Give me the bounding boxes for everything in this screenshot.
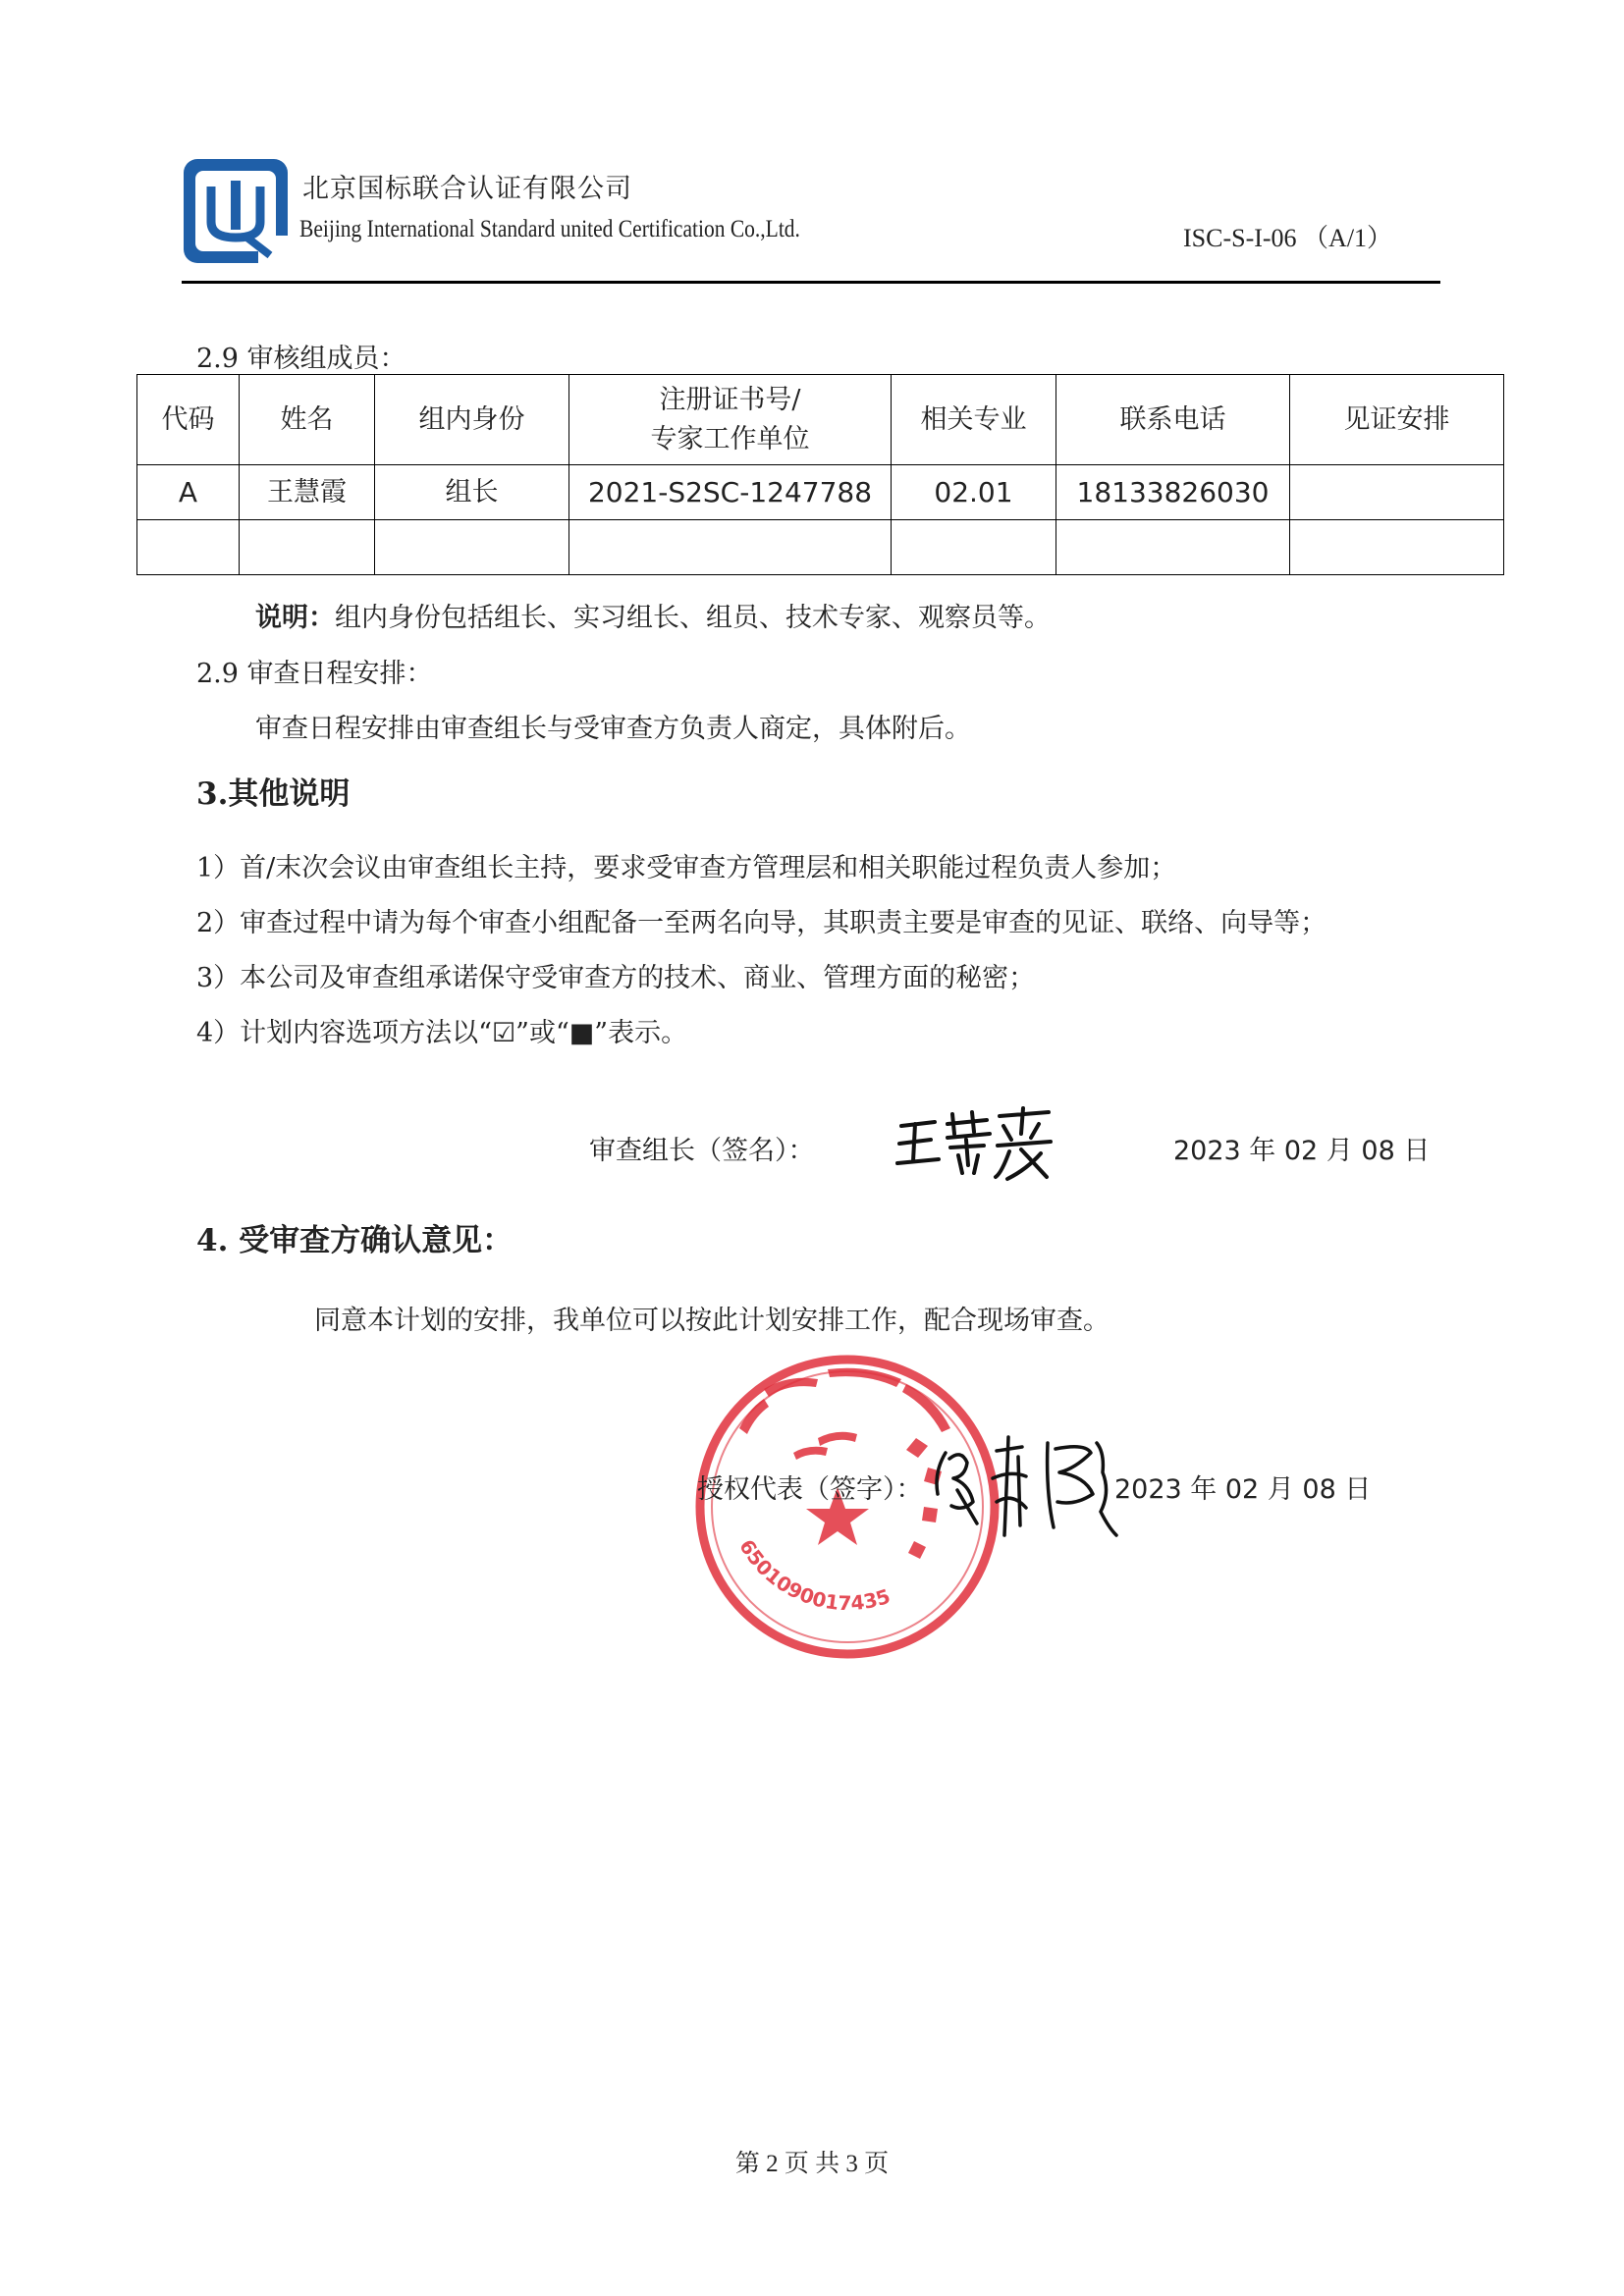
header-cell-certificate-line1: 注册证书号/ <box>659 384 801 415</box>
schedule-section-title: 2.9 审查日程安排： <box>196 659 433 689</box>
header-cell-certificate-line2: 专家工作单位 <box>650 423 810 454</box>
leader-sign-date: 2023 年 02 月 08 日 <box>1173 1136 1431 1166</box>
header-cell-phone: 联系电话 <box>1056 375 1290 465</box>
document-code: ISC-S-I-06 （A/1） <box>1183 224 1393 252</box>
list-item: 4）计划内容选项方法以“☑”或“■”表示。 <box>196 1018 688 1048</box>
cell-code <box>137 520 240 575</box>
cell-role: 组长 <box>375 465 569 520</box>
header-cell-code: 代码 <box>137 375 240 465</box>
members-note-text: 组内身份包括组长、实习组长、组员、技术专家、观察员等。 <box>335 603 1051 633</box>
company-logo-icon <box>182 157 290 265</box>
cell-witness <box>1290 465 1504 520</box>
seal-code-text: 6501090017435 <box>734 1534 893 1616</box>
schedule-text: 审查日程安排由审查组长与受审查方负责人商定，具体附后。 <box>255 714 971 744</box>
header-cell-certificate <box>569 375 892 465</box>
table-header-row <box>137 375 1504 465</box>
company-name-cn: 北京国标联合认证有限公司 <box>302 174 632 204</box>
leader-signature-image <box>893 1104 1060 1183</box>
cell-witness <box>1290 520 1504 575</box>
confirmation-title: 4. 受审查方确认意见： <box>196 1223 514 1258</box>
page-number: 第 2 页 共 3 页 <box>734 2151 890 2177</box>
table-row <box>137 520 1504 575</box>
cell-certificate <box>569 520 892 575</box>
list-item: 1）首/末次会议由审查组长主持，要求受审查方管理层和相关职能过程负责人参加； <box>196 853 1177 883</box>
members-note <box>255 596 1051 634</box>
cell-code: A <box>137 465 240 520</box>
leader-sign-label: 审查组长（签名）： <box>589 1136 815 1166</box>
cell-name <box>240 520 375 575</box>
cell-specialty: 02.01 <box>892 465 1056 520</box>
representative-sign-date: 2023 年 02 月 08 日 <box>1114 1474 1372 1505</box>
representative-signature-image <box>928 1433 1124 1551</box>
representative-sign-label: 授权代表（签字）： <box>697 1474 923 1505</box>
list-item: 3）本公司及审查组承诺保守受审查方的技术、商业、管理方面的秘密； <box>196 963 1036 993</box>
cell-certificate: 2021-S2SC-1247788 <box>569 465 892 520</box>
list-item: 2）审查过程中请为每个审查小组配备一至两名向导，其职责主要是审查的见证、联络、向导等； <box>196 908 1327 938</box>
members-section-title: 2.9 审核组成员： <box>196 344 406 374</box>
header-cell-role: 组内身份 <box>375 375 569 465</box>
members-note-label: 说明： <box>255 603 335 633</box>
cell-phone <box>1056 520 1290 575</box>
company-name-en: Beijing International Standard united Certification Co.,Ltd. <box>299 216 800 242</box>
table-row <box>137 465 1504 520</box>
cell-name: 王慧霞 <box>240 465 375 520</box>
header-cell-witness: 见证安排 <box>1290 375 1504 465</box>
cell-specialty <box>892 520 1056 575</box>
cell-phone: 18133826030 <box>1056 465 1290 520</box>
header-cell-specialty: 相关专业 <box>892 375 1056 465</box>
audit-team-table <box>136 374 1504 575</box>
confirmation-text: 同意本计划的安排，我单位可以按此计划安排工作，配合现场审查。 <box>314 1306 1110 1336</box>
other-notes-title: 3.其他说明 <box>196 776 351 812</box>
cell-role <box>375 520 569 575</box>
header-cell-name: 姓名 <box>240 375 375 465</box>
svg-text:6501090017435 <box>734 1535 893 1615</box>
header-divider <box>182 281 1440 284</box>
